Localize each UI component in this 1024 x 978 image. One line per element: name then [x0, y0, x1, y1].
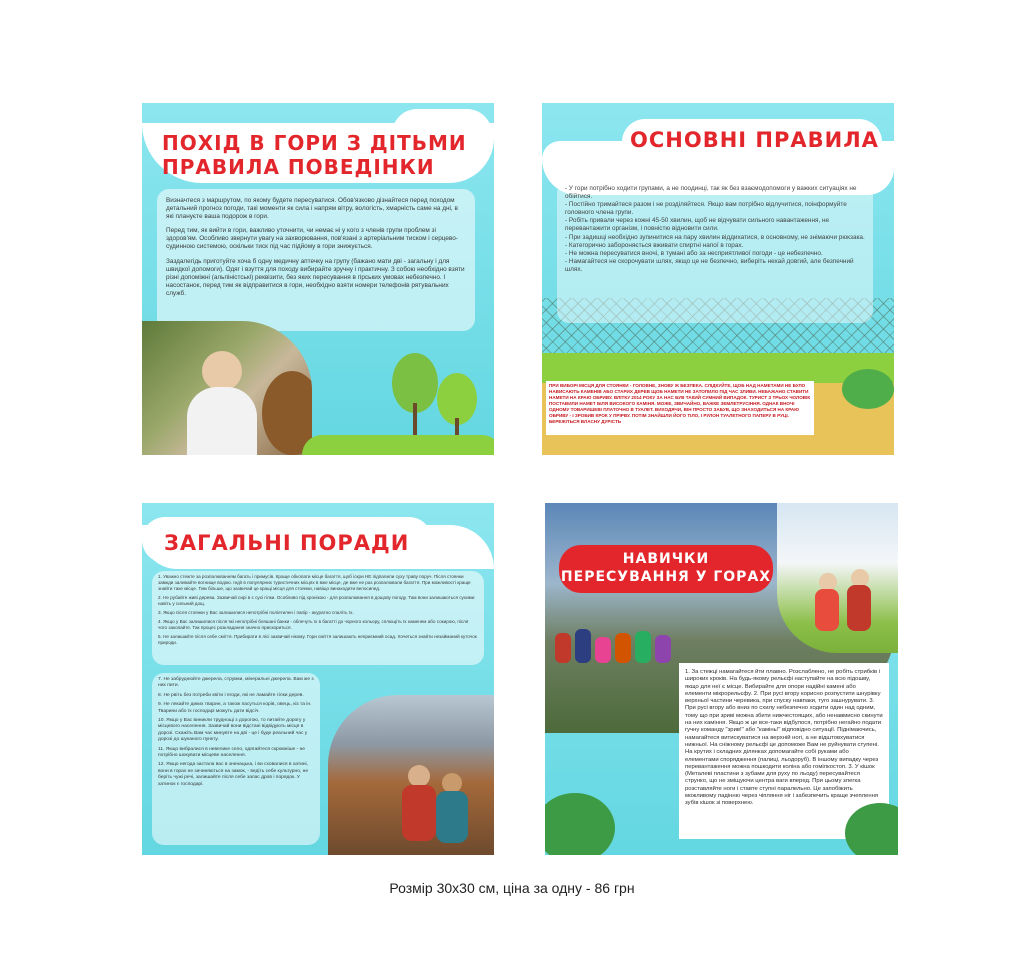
poster-title-line1: ПОХІД В ГОРИ З ДІТЬМИ: [162, 131, 467, 155]
tip-item: 1. Уважно стежте за розпалюванням багать і примусів. Краще обкопати місце багаття, щоб іскри НЕ підпалили суху траву поруч. Після стоянки завжди заливайте вогнище водою. Індії в популярних туристичних місцях в вже місце, де вже не раз розпалювали багаття. При можливості краще знайти таке місце. Тим більше, що зазвичай це кращі місця для стоянки, навіщо винаходити велосипед.: [158, 574, 471, 591]
tip-item: 5. Не залишайте після себе сміття. Прибирати в лісі зазвичай нікому. Гори сміття залишають неприємний осад. Хочеться знайти незайманий куточок природи.: [158, 634, 477, 645]
rule-item: - Намагайтеся не скорочувати шлях, якщо це не безпечно, виберіть нехай довгий, але безпечний шлях.: [565, 257, 854, 273]
price-caption: Розмір 30х30 см, ціна за одну - 86 грн: [389, 880, 635, 896]
rule-item: - Постійно тримайтеся разом і не розділяйтеся. Якщо вам потрібно відлучитися, поінформуйте головного члена групи.: [565, 201, 847, 217]
poster-title-line2: ПЕРЕСУВАННЯ У ГОРАХ: [560, 569, 772, 585]
bush-icon: [842, 369, 894, 409]
rule-item: - Робіть привали через кожні 45-50 хвилин, щоб не відчувати сильного навантаження, не перевантажити організм, і повністю відновити сили.: [565, 217, 830, 233]
poster-title-line2: ПРАВИЛА ПОВЕДІНКИ: [162, 155, 435, 179]
tips-bottom-panel: [152, 673, 320, 845]
girls-meadow-photo: [777, 503, 898, 653]
tip-item: 8. Не рвіть без потреби квіти і ягоди, які не ламайте гілки дерев.: [158, 692, 304, 698]
tip-item: 2. Не рубайте живі дерева. Зазвичай сирі в є сухі гілки. Особливо під хронікою - для розпалювання в дощову погоду. Там вони залишаються сухими навіть у сильний дощ.: [158, 595, 475, 606]
paragraph: Перед тим, як вийти в гори, важливо уточнити, чи немає ні у кого з членів групи проблем зі здоров'ям. Особливо звернути увагу на захворювання, пов'язані з артеріальним тиском і серцево-судинною системою, оскільки тиск під час підйому в гори знижується.: [166, 227, 458, 251]
rule-item: - При задишці необхідно зупинитися на пару хвилин віддихатися, в основному, не знімаючи рюкзака.: [565, 233, 865, 241]
poster-basic-rules: [542, 103, 894, 455]
rule-item: - Не можна пересуватися вночі, в тумані або за несприятливої погоди - це небезпечно.: [565, 249, 823, 257]
intro-text-panel: [157, 189, 475, 331]
tip-item: 10. Якщо у Вас виникли труднощі з дорогою, то питайте дорогу у місцевого населення. Зазвичай вони відстані відвідують місця в дорозі. Скажіть Вам час минувте на дві - це і буде реальний час у дорозі до шуканого пункту.: [158, 718, 308, 743]
tip-item: 11. Якщо вибралися в невелике село, одягайтеся скромніше - не потрібно шокувати місцеве населення.: [158, 746, 305, 759]
rule-item: - Категорично забороняється вживати спиртні напої в горах.: [565, 241, 744, 249]
tip-item: 3. Якщо після стоянки у Вас залишилися непотрібні поліетилен і папір - акуратно спаліть їх.: [158, 610, 354, 615]
mother-child-photo: [142, 321, 312, 455]
tips-top-panel: [152, 571, 484, 665]
tip-item: 9. Не лякайте диких тварин, а також пасуться корів, овець, кіз та ін. Тварини або їх господарі можуть дати відсіч.: [158, 702, 312, 714]
poster-title: ЗАГАЛЬНІ ПОРАДИ: [164, 531, 410, 555]
paragraph: Визначтеся з маршрутом, по якому будете пересуватися. Обов'язково дізнайтеся перед походом детальний прогноз погоди, такі моменти як сила і напрям вітру, вологість, хмарність саме на дні, в які плануєте ваша подорож в гори.: [166, 197, 458, 221]
skills-text-panel: 1. За стежці намагайтеся йти плавно. Розслаблено, не робіть стрибків і широких кроків. На будь-якому рельєфі наступайте на всю підошву, якщо для неї є місце. Вибирайте для опори надійні камені або елементи мікрорельєфу. 2. При русі вгору корисно розпустити шнурівку верхньої частини черевика, при спуску навпаки, туго зашнурувати. 3. При русі вгору або вниз по схилу небезпечно ходити один над одним, тому що при зриві можна збити нижчестоящих, або ненавмисно скинути на них каміння. Якщо ж це все-таки відбулося, потрібно негайно подати гучну команду "зрив!" або "камінь!" відповідно ситуації. Піднімаючись, намагайтеся витискуватися на верхній ногі, а не відштовхуватися нижньої. На сніжному рельєфі це допоможе Вам не руйнувати ступені. На крутих і складних ділянках допомагайте собі руками або елементами спорядження (палиці, льодоруб). В іншому випадку через перевантаження можна пошкодити коліна або гомілкостоп. 3. У кішок (Металеві пластини з зубами для руху по льоду) пересувайтеся струнко, що не зміщуючи центра ваги вперед. При цьому злегка розставляйте ноги і ставте ступні паралельно. Це запобіжить можливому падінню через чіпляння ніг і забезпечить краще зчеплення зубів кішок зі поверхнею.: [679, 663, 889, 839]
poster-title-line1: НАВИЧКИ: [622, 551, 710, 567]
poster-title: ОСНОВНІ ПРАВИЛА: [630, 128, 879, 152]
poster-mountain-skills: [545, 503, 898, 855]
tip-item: 4. Якщо у Вас залишилися після їжі непотрібні бляшані банки - обпечуть їх в багатті до чорного кольору, сплющіть їх каменем або сокирою, після чого закопайте. Так процес розкладання значно прискориться.: [158, 619, 469, 630]
poster-hike-with-children: [142, 103, 494, 455]
hikers-mountain-photo: [328, 695, 494, 855]
poster-general-tips: [142, 503, 494, 855]
warning-note: ПРИ ВИБОРІ МІСЦЯ ДЛЯ СТОЯНКИ - ГОЛОВНЕ, ЗНОВУ Ж БЕЗПЕКА. СЛІДКУЙТЕ, ЩОБ НАД НАМЕТАМИ НЕ БУЛО НАВИСАЮТЬ КАМЕНІВ АБО СТАРИХ ДЕРЕВ ЩОБ НАМЕТИ НЕ ЗАТОПИЛО ПІД ЧАС ЗЛИВИ. НЕБАЖАНО СТАВИТИ НАМЕТИ НА КРАЮ ОБРИВУ. ВЛІТКУ 2014 РОКУ ЗА НАС БУВ ТАКИЙ СУМНИЙ ВИПАДОК. ТУРИСТ З ТРЬОХ ЧОЛОВІК ПОСТАВИЛИ НАМЕТ БІЛЯ ВИСОКОГО КАМІНЯ. МОЖЕ, ЗВИЧАЙНО, ВАЖКЕ ЗЕМЛЕТРУСІННЯ. ОДНАК ВНОЧІ ОДНОМУ ТОВАРИШЕВІ ПЛАТОЧНО В ТУАЛЕТ. ВИХОДЯЧИ, ВІН ПРОСТО ЗАБУВ, ЩО ЗНАХОДИТЬСЯ НА КРАЮ ОБРИВУ - І ЗРОБИВ КРОК У ПРІРВУ. ПОТІМ ЗНАЙШЛИ ЙОГО ТІЛО, І РУЛОН ТУАЛЕТНОГО ПАПЕРУ В РУЦІ. БЕРЕЖІТЬСЯ ВЛАСНУ ДУРІСТЬ: [546, 381, 814, 435]
paragraph: Заздалегідь приготуйте хоча б одну медичну аптечку на групу (бажано мати дві - загальну і для швидкої допомоги). Одяг і взуття для походу вибирайте зручну і практичну. З собою необхідно взяти різні допоміжні (альпіністські) реквізити, без яких пересування в гірських умовах небезпечно. І насостанок, перед тим як відправитися в гори, необхідно взяти номери телефонів рятувальних служб.: [166, 257, 465, 297]
rules-panel: [557, 181, 873, 323]
tip-item: 12. Якщо негода застала вас в зненацька, і ви сховалися в хатині, вони в горах не зачиняються на замок, - ведіть себе культурно, не беріть чужі речі, залишайте після себе запас дров і порядок. У хатинок є господарі.: [158, 762, 309, 787]
rule-item: - У гори потрібно ходити групами, а не поодинці, так як без взаємодопомоги у важких ситуаціях не обійтися.: [565, 185, 857, 201]
tip-item: 7. Не забруднюйте джерела, струмки, мінеральні джерела. Вам же з них пити.: [158, 677, 314, 689]
